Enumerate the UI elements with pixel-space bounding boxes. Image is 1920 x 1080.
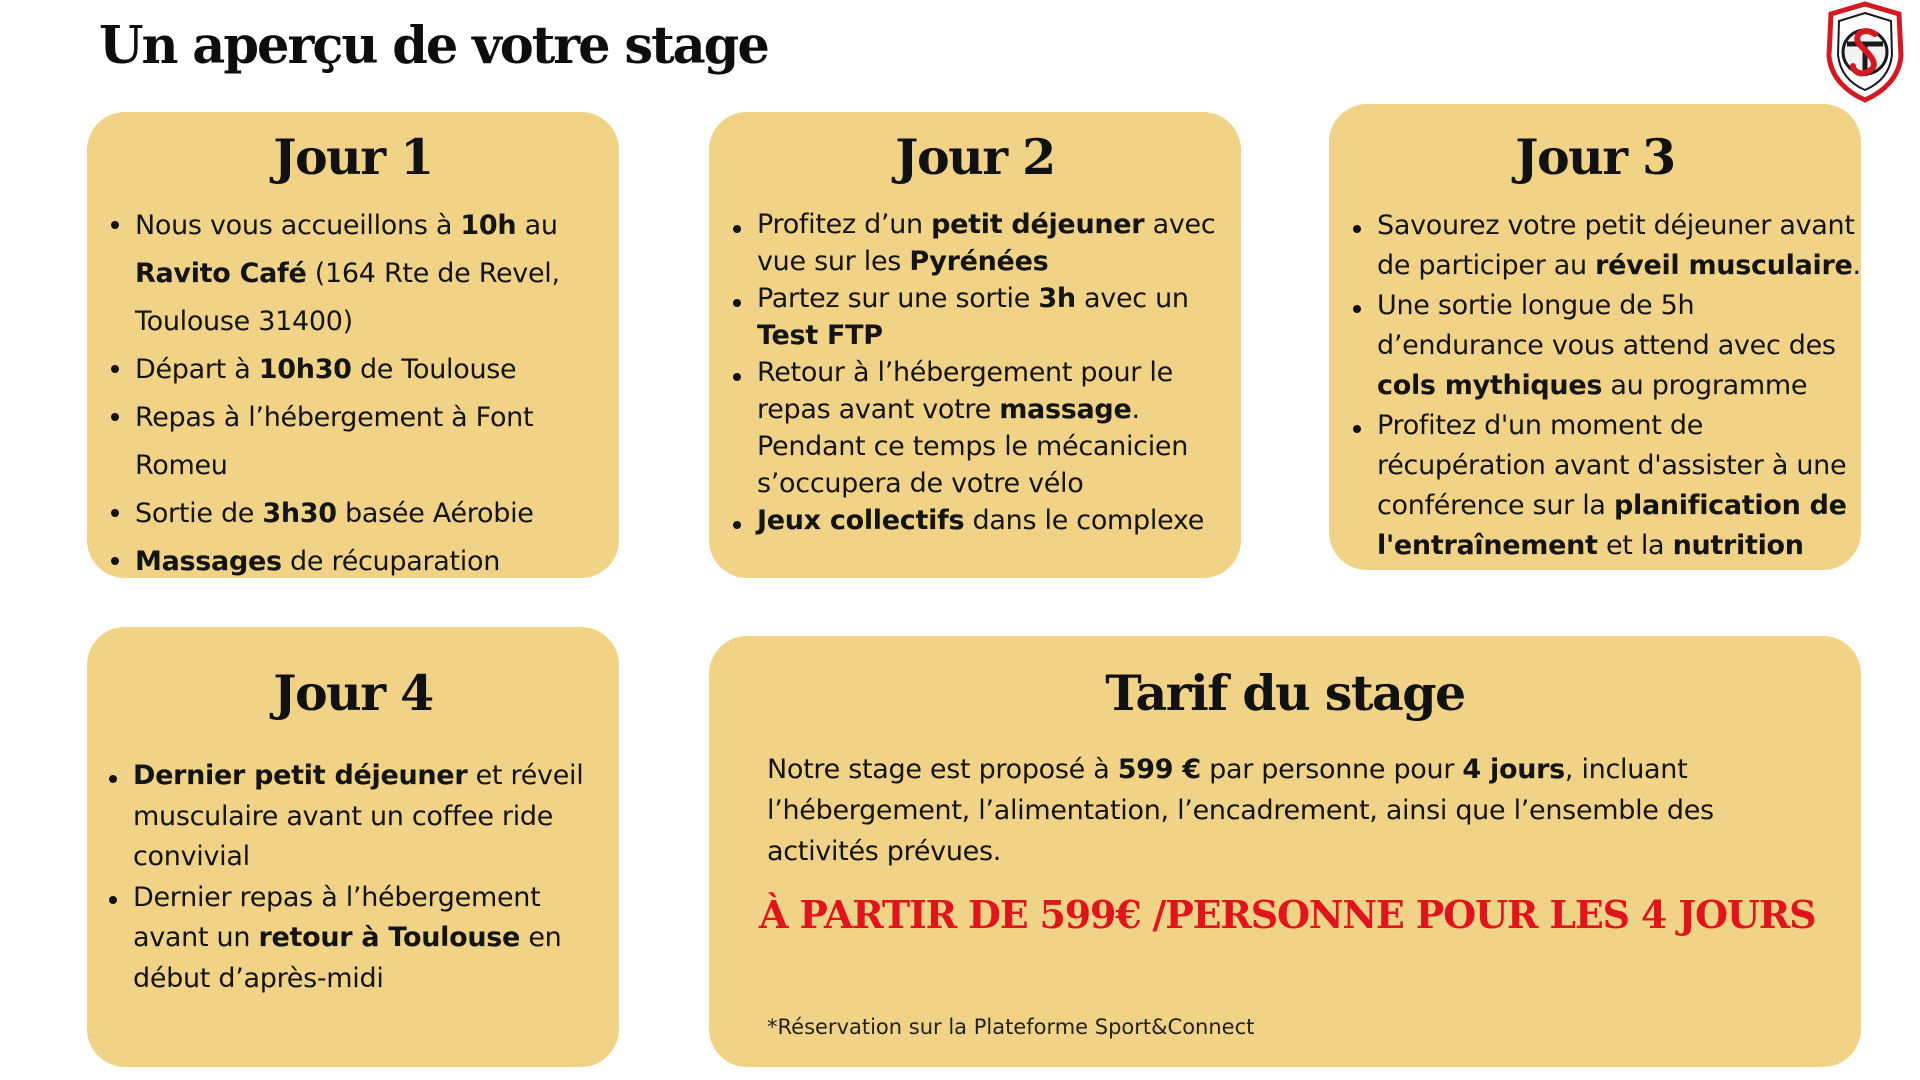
bold-text: 10h30 <box>258 354 352 385</box>
day-card-3 <box>1329 104 1861 570</box>
bold-text: Test FTP <box>757 320 883 351</box>
booking-note: *Réservation sur la Plateforme Sport&Connect <box>767 1015 1255 1039</box>
text: (164 Rte de Revel, Toulouse 31400) <box>135 258 560 337</box>
text: par personne pour <box>1200 754 1463 785</box>
bold-text: nutrition <box>1672 530 1804 561</box>
text: Dernier repas à l’hébergement avant un <box>133 881 541 953</box>
text: . <box>1852 250 1861 281</box>
day-card-2 <box>709 112 1241 578</box>
day-activities <box>87 202 619 586</box>
bold-text: massage <box>999 394 1132 425</box>
day-activities <box>1329 206 1861 566</box>
list-item <box>757 354 1241 502</box>
bold-text: 10h <box>460 210 517 241</box>
stade-toulousain-logo-icon <box>1823 0 1907 104</box>
text: Notre stage est proposé à <box>767 754 1118 785</box>
day-title: Jour 4 <box>273 664 433 722</box>
pricing-title: Tarif du stage <box>1105 664 1465 722</box>
bold-text: 3h <box>1038 283 1076 314</box>
list-item <box>135 394 619 490</box>
list-item <box>1377 286 1861 406</box>
bold-text: Massages <box>135 546 282 577</box>
day-title: Jour 3 <box>1515 128 1675 186</box>
day-title: Jour 1 <box>273 128 433 186</box>
list-item <box>757 502 1241 539</box>
text: . Pendant ce temps le mécanicien s’occupera de votre vélo <box>757 394 1189 499</box>
page-title: Un aperçu de votre stage <box>99 16 768 76</box>
bold-text: planification de l'entraînement <box>1377 490 1847 561</box>
bold-text: Jeux collectifs <box>757 505 965 536</box>
text: Repas à l’hébergement à Font Romeu <box>135 402 534 481</box>
text: Profitez d'un moment de récupération avant d'assister à une conférence sur la <box>1377 410 1847 521</box>
bold-text: cols mythiques <box>1377 370 1603 401</box>
list-item <box>135 490 619 538</box>
text: au programme <box>1602 370 1808 401</box>
text: Départ à <box>135 354 259 385</box>
list-item <box>135 202 619 346</box>
text: Savourez votre petit déjeuner avant de participer au <box>1377 210 1855 281</box>
text: avec vue sur les <box>757 209 1216 277</box>
bold-text: Pyrénées <box>909 246 1049 277</box>
list-item <box>757 206 1241 280</box>
text: Partez sur une sortie <box>757 283 1039 314</box>
bold-text: Dernier petit déjeuner <box>133 760 468 791</box>
list-item <box>133 878 619 1000</box>
list-item <box>757 280 1241 354</box>
list-item <box>1377 206 1861 286</box>
text: de récuparation <box>281 546 501 577</box>
bold-text: 599 € <box>1117 754 1201 785</box>
price-highlight: À PARTIR DE 599€ /PERSONNE POUR LES 4 JOURS <box>759 892 1816 937</box>
day-activities <box>87 756 619 999</box>
day-card-1 <box>87 112 619 578</box>
text: et la <box>1597 530 1673 561</box>
text: Profitez d’un <box>757 209 932 240</box>
text: Nous vous accueillons à <box>135 210 461 241</box>
pricing-description <box>767 749 1827 872</box>
text: en début d’après-midi <box>133 922 562 994</box>
bold-text: réveil musculaire <box>1595 250 1853 281</box>
text: Retour à l’hébergement pour le repas avant votre <box>757 357 1173 425</box>
day-activities <box>709 206 1241 539</box>
text: avec un <box>1075 283 1189 314</box>
text: Sortie de <box>135 498 263 529</box>
bold-text: retour à Toulouse <box>258 922 521 953</box>
bold-text: 4 jours <box>1462 754 1565 785</box>
list-item <box>135 346 619 394</box>
text: Une sortie longue de 5h d’endurance vous attend avec des <box>1377 290 1836 361</box>
pricing-card <box>709 636 1861 1067</box>
day-card-4 <box>87 627 619 1067</box>
bold-text: Ravito Café <box>135 258 307 289</box>
text: basée Aérobie <box>336 498 534 529</box>
list-item <box>135 538 619 586</box>
text: et réveil musculaire avant un coffee ride convivial <box>133 760 584 872</box>
bold-text: petit déjeuner <box>931 209 1145 240</box>
text: , incluant l’hébergement, l’alimentation, l’encadrement, ainsi que l’ensemble des activités prévues. <box>767 754 1714 867</box>
list-item <box>133 756 619 878</box>
text: dans le complexe <box>964 505 1205 536</box>
list-item <box>1377 406 1861 566</box>
bold-text: 3h30 <box>262 498 337 529</box>
text: au <box>516 210 558 241</box>
text: de Toulouse <box>351 354 517 385</box>
day-title: Jour 2 <box>895 128 1055 186</box>
